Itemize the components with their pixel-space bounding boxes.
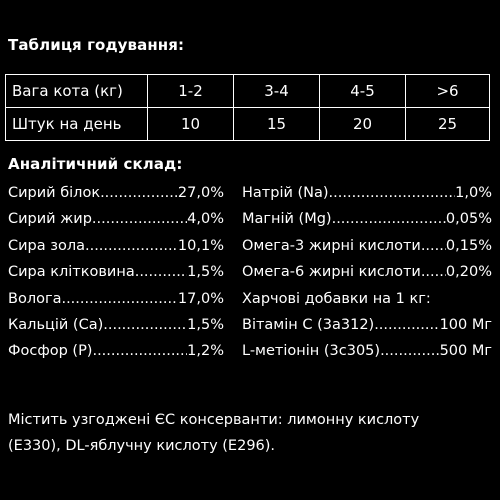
dot-leader (380, 338, 440, 364)
analysis-row (242, 206, 492, 232)
analysis-value: 4,0% (187, 211, 224, 228)
analysis-value: 0,20% (445, 264, 492, 281)
table-cell: >6 (406, 75, 490, 108)
additive-label: Вітамін С (3а312) (242, 316, 375, 333)
analysis-value: 0,15% (445, 237, 492, 254)
analysis-value: 10,1% (177, 237, 224, 254)
feeding-table (5, 74, 490, 141)
analysis-value: 0,05% (445, 211, 492, 228)
analysis-label: Омега-6 жирні кислоти (242, 264, 421, 281)
analysis-row (8, 259, 224, 285)
analysis-value: 1,5% (187, 264, 224, 281)
analysis-row (8, 180, 224, 206)
analysis-row (242, 233, 492, 259)
analysis-label: Кальцій (Ca) (8, 316, 104, 333)
analysis-row (8, 312, 224, 338)
additive-value: 100 Мг (439, 316, 492, 333)
analysis-value: 1,0% (455, 185, 492, 201)
dot-leader (329, 180, 456, 206)
dot-leader (61, 286, 177, 312)
dot-leader (374, 312, 439, 338)
additive-row (242, 312, 492, 338)
analysis-label: Магній (Mg) (242, 211, 332, 228)
table-cell: 1-2 (148, 75, 234, 108)
additive-value: 500 Мг (439, 343, 492, 360)
additives-heading (242, 286, 492, 312)
additive-label: L-метіонін (3с305) (242, 343, 381, 360)
feeding-title: Таблиця годування: (8, 36, 185, 54)
analysis-label: Омега-3 жирні кислоти (242, 237, 421, 254)
analysis-right-column (242, 180, 492, 365)
analysis-label: Фосфор (P) (8, 343, 93, 360)
dot-leader (92, 338, 187, 364)
dot-leader (92, 206, 187, 232)
analysis-value: 1,5% (187, 316, 224, 333)
table-cell: 10 (148, 108, 234, 141)
analysis-row (8, 338, 224, 364)
analysis-value: 1,2% (187, 343, 224, 360)
dot-leader (85, 233, 178, 259)
analysis-label: Натрій (Na) (242, 185, 329, 201)
dot-leader (135, 259, 187, 285)
analysis-label: Сирий жир (8, 211, 92, 228)
analysis-title: Аналітичний склад: (8, 155, 183, 173)
preservatives-note (8, 407, 492, 459)
analysis-value: 27,0% (177, 185, 224, 201)
analysis-value: 17,0% (177, 290, 224, 307)
table-cell: 4-5 (320, 75, 406, 108)
dot-leader (332, 206, 446, 232)
analysis-label: Сира клітковина (8, 264, 135, 281)
analysis-left-column (8, 180, 224, 365)
weight-label: Вага кота (кг) (6, 75, 148, 108)
table-cell: 3-4 (234, 75, 320, 108)
analysis-row (8, 286, 224, 312)
analysis-row (8, 206, 224, 232)
table-cell: 25 (406, 108, 490, 141)
note-line: (E330), DL-яблучну кислоту (E296). (8, 438, 276, 454)
analysis-row (242, 259, 492, 285)
dot-leader (421, 259, 446, 285)
dot-leader (421, 233, 446, 259)
pieces-label: Штук на день (6, 108, 148, 141)
table-cell: 20 (320, 108, 406, 141)
analysis-label: Сирий білок (8, 185, 101, 201)
additives-title: Харчові добавки на 1 кг: (242, 290, 431, 307)
analysis-row (242, 180, 492, 206)
analysis-label: Волога (8, 290, 62, 307)
additive-row (242, 338, 492, 364)
dot-leader (103, 312, 187, 338)
table-cell: 15 (234, 108, 320, 141)
analysis-row (8, 233, 224, 259)
table-row (6, 108, 490, 141)
dot-leader (100, 180, 178, 206)
note-line: Містить узгоджені ЄС консерванти: лимонну кислоту (8, 412, 420, 428)
analysis-label: Сира зола (8, 237, 85, 254)
table-row (6, 75, 490, 108)
